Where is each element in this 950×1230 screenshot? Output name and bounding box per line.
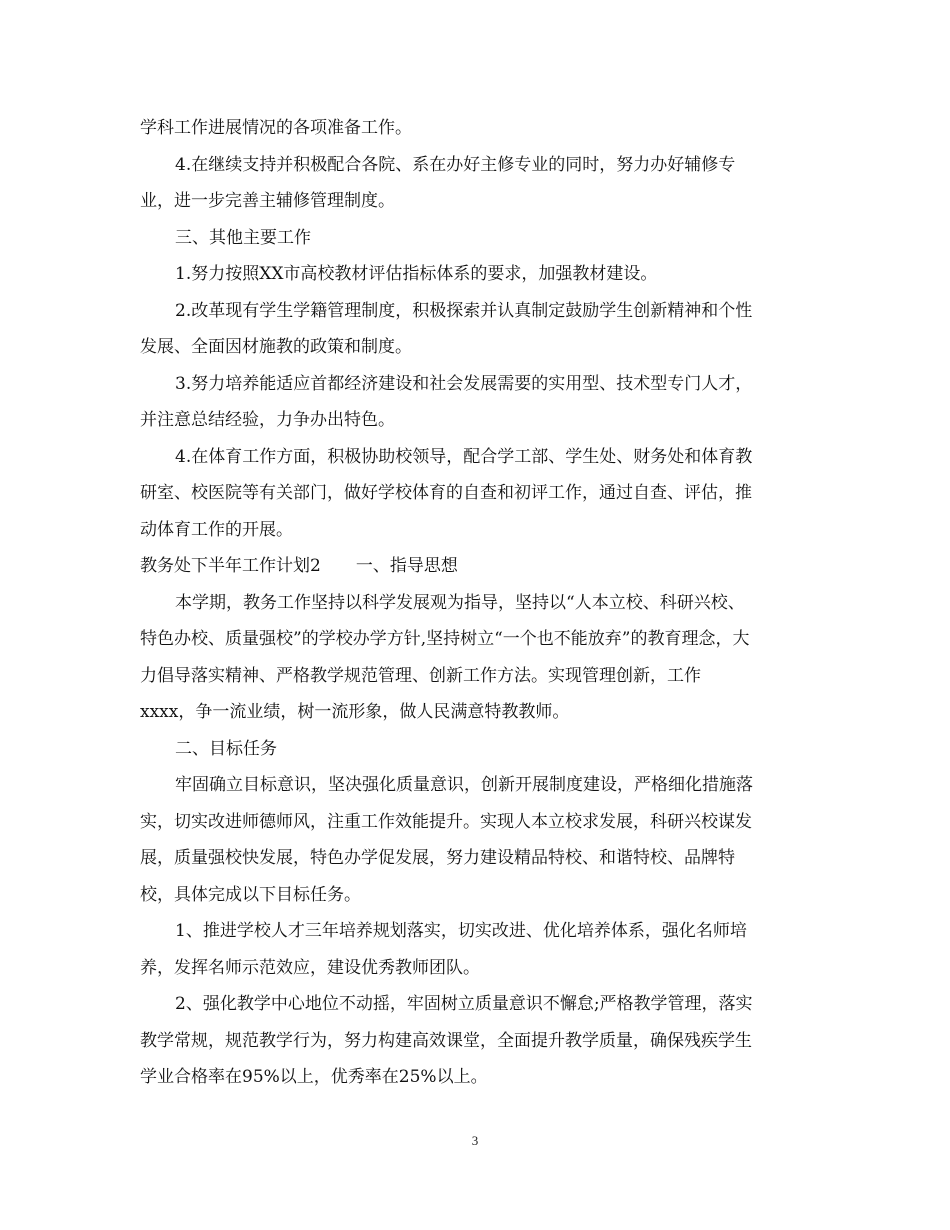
page-number: 3 <box>471 1133 479 1148</box>
text-line: 1.努力按照XX市高校教材评估指标体系的要求，加强教材建设。 <box>175 264 658 284</box>
text-line: 牢固确立目标意识，坚决强化质量意识，创新开展制度建设，严格细化措施落 <box>175 775 753 795</box>
text-line: 2.改革现有学生学籍管理制度，积极探索并认真制定鼓励学生创新精神和个性 <box>175 300 753 321</box>
text-line: 养，发挥名师示范效应，建设优秀教师团队。 <box>140 957 480 978</box>
text-line: 并注意总结经验，力争办出特色。 <box>140 410 395 430</box>
document-body <box>140 110 820 1096</box>
section-heading: 二、目标任务 <box>175 738 277 759</box>
text-line: 业，进一步完善主辅修管理制度。 <box>140 191 395 211</box>
text-line: 3.努力培养能适应首都经济建设和社会发展需要的实用型、技术型专门人才， <box>175 373 753 394</box>
text-line: 1、推进学校人才三年培养规划落实，切实改进、优化培养体系，强化名师培 <box>175 921 747 941</box>
text-line: 研室、校医院等有关部门，做好学校体育的自查和初评工作，通过自查、评估，推 <box>140 483 752 503</box>
text-line: 校，具体完成以下目标任务。 <box>140 884 361 905</box>
document-title: 教务处下半年工作计划2 <box>140 556 321 576</box>
text-line: 展，质量强校快发展，特色办学促发展，努力建设精品特校、和谐特校、品牌特 <box>140 848 735 868</box>
text-line: 特色办校、质量强校”的学校办学方针,坚持树立“一个也不能放弃”的教育理念，大 <box>140 629 750 649</box>
text-line: xxxx，争一流业绩，树一流形象，做人民满意特教教师。 <box>140 702 570 722</box>
text-line: 教学常规，规范教学行为，努力构建高效课堂，全面提升教学质量，确保残疾学生 <box>140 1030 752 1051</box>
text-line: 4.在继续支持并积极配合各院、系在办好主修专业的同时，努力办好辅修专 <box>175 154 736 175</box>
text-line: 学科工作进展情况的各项准备工作。 <box>140 118 412 138</box>
text-line: 学业合格率在95%以上，优秀率在25%以上。 <box>140 1067 488 1087</box>
text-line: 力倡导落实精神、严格教学规范管理、创新工作方法。实现管理创新，工作 <box>140 665 701 686</box>
text-line: 实，切实改进师德师风，注重工作效能提升。实现人本立校求发展，科研兴校谋发 <box>140 811 752 832</box>
text-line: 2、强化教学中心地位不动摇，牢固树立质量意识不懈怠;严格教学管理，落实 <box>175 994 753 1014</box>
section-heading: 三、其他主要工作 <box>175 227 311 248</box>
text-line: 动体育工作的开展。 <box>140 519 293 540</box>
document-title-line <box>140 548 820 585</box>
text-line: 本学期，教务工作坚持以科学发展观为指导，坚持以“人本立校、科研兴校、 <box>175 592 745 613</box>
text-line: 发展、全面因材施教的政策和制度。 <box>140 337 412 357</box>
section-heading: 一、指导思想 <box>355 556 458 576</box>
text-line: 4.在体育工作方面，积极协助校领导，配合学工部、学生处、财务处和体育教 <box>175 446 753 467</box>
